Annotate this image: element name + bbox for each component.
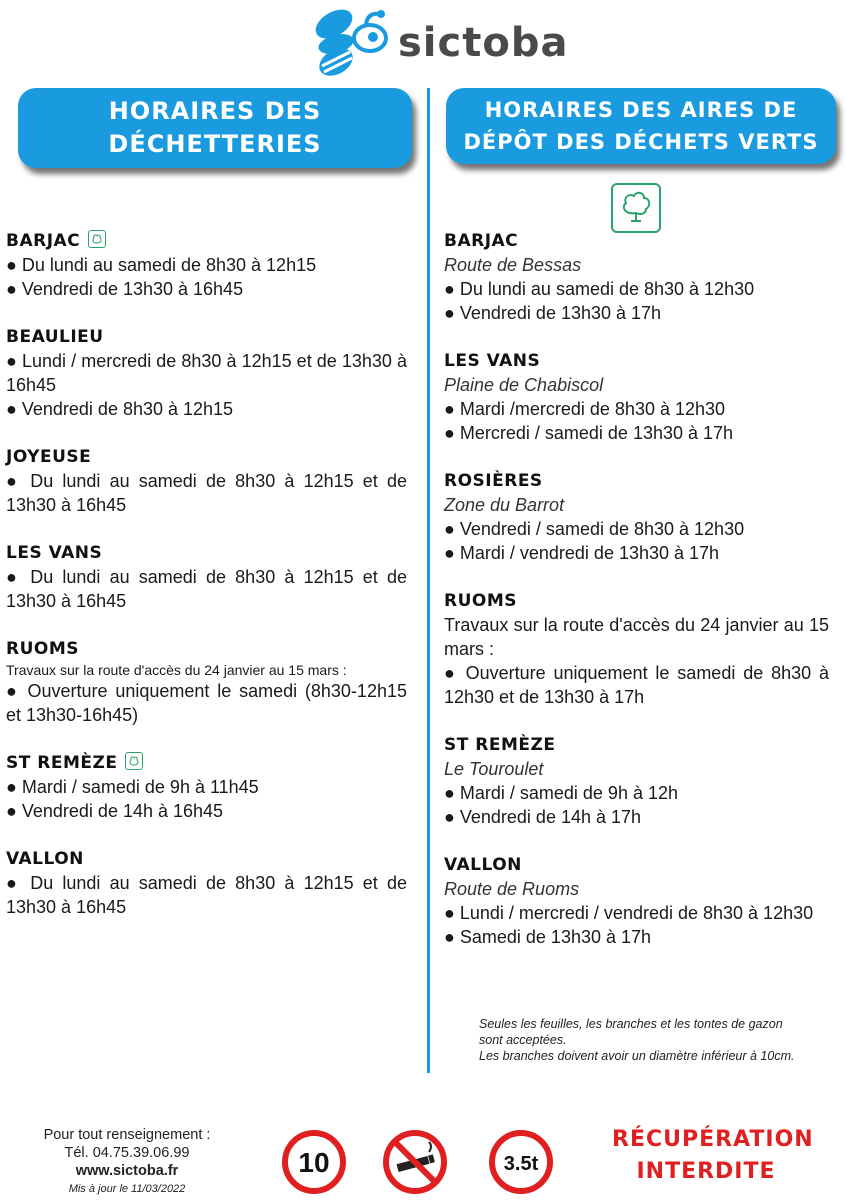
update-date: Mis à jour le 11/03/2022 [68,1183,186,1195]
brand-name: sictoba [398,20,569,66]
site-name: JOYEUSE [6,447,92,467]
schedule-line: ● Samedi de 13h30 à 17h [444,927,652,947]
aires-dechets-verts-list [444,229,829,973]
site-st-remeze [444,733,829,829]
green-waste-icon [611,183,661,233]
site-name: ST REMÈZE [444,735,556,755]
site-les-vans [444,349,829,445]
site-name: LES VANS [6,543,103,563]
site-location: Route de Ruoms [444,879,580,899]
column-divider [427,88,430,1073]
speed-limit-value: 10 [298,1147,330,1178]
schedule-line: ● Lundi / mercredi de 8h30 à 12h15 et de 13h30 à 16h45 [6,351,407,395]
site-location: Route de Bessas [444,255,582,275]
site-name: BEAULIEU [6,327,104,347]
note-line: Seules les feuilles, les branches et les tontes de gazon sont acceptées. [479,1017,783,1047]
schedule-line: ● Vendredi de 14h à 16h45 [6,801,224,821]
green-waste-icon [125,752,143,770]
works-note: Travaux sur la route d'accès du 24 janvier au 15 mars : [444,615,829,659]
website-link[interactable]: www.sictoba.fr [75,1163,179,1179]
weight-limit-sign [489,1130,553,1194]
site-rosieres [444,469,829,565]
site-ruoms [444,589,829,709]
banner-left-line1: HORAIRES DES [108,97,322,125]
schedule-line: ● Vendredi de 14h à 17h [444,807,642,827]
schedule-line: ● Mardi / vendredi de 13h30 à 17h [444,543,720,563]
site-name: BARJAC [6,231,81,251]
schedule-line: ● Mardi / samedi de 9h à 11h45 [6,777,259,797]
site-name: ST REMÈZE [6,753,118,773]
banner-dechets-verts [446,88,836,164]
site-name: LES VANS [444,351,541,371]
site-barjac [6,229,407,301]
site-barjac [444,229,829,325]
contact-phone: Tél. 04.75.39.06.99 [64,1145,190,1161]
works-note: Travaux sur la route d'accès du 24 janvier au 15 mars : [6,662,347,678]
schedule-line: ● Du lundi au samedi de 8h30 à 12h15 et de 13h30 à 16h45 [6,471,407,515]
schedule-line: ● Lundi / mercredi / vendredi de 8h30 à 12h30 [444,903,814,923]
site-vallon [444,853,829,949]
schedule-line: ● Vendredi / samedi de 8h30 à 12h30 [444,519,745,539]
site-name: ROSIÈRES [444,471,543,491]
schedule-line: ● Vendredi de 13h30 à 16h45 [6,279,244,299]
site-location: Zone du Barrot [444,495,565,515]
site-joyeuse [6,445,407,517]
dechetteries-list [6,229,407,943]
schedule-line: ● Vendredi de 8h30 à 12h15 [6,399,234,419]
warning-line2: INTERDITE [636,1159,776,1184]
banner-dechetteries [18,88,412,168]
schedule-line: ● Ouverture uniquement le samedi de 8h30 à 12h30 et de 13h30 à 17h [444,663,829,707]
speed-limit-sign [282,1130,346,1194]
schedule-line: ● Mardi / samedi de 9h à 12h [444,783,678,803]
warning-line1: RÉCUPÉRATION [612,1127,814,1152]
banner-right-line1: HORAIRES DES AIRES DE [484,98,798,122]
no-smoking-icon [383,1130,447,1194]
site-st-remeze [6,751,407,823]
schedule-line: ● Mardi /mercredi de 8h30 à 12h30 [444,399,726,419]
banner-right-line2: DÉPÔT DES DÉCHETS VERTS [463,130,819,154]
site-name: RUOMS [444,591,518,611]
schedule-line: ● Du lundi au samedi de 8h30 à 12h15 et de 13h30 à 16h45 [6,567,407,611]
schedule-line: ● Du lundi au samedi de 8h30 à 12h15 [6,255,317,275]
schedule-line: ● Ouverture uniquement le samedi (8h30-12h15 et 13h30-16h45) [6,681,407,725]
banner-left-line2: DÉCHETTERIES [108,130,322,158]
bee-icon [308,4,392,80]
site-location: Plaine de Chabiscol [444,375,604,395]
schedule-line: ● Du lundi au samedi de 8h30 à 12h15 et de 13h30 à 16h45 [6,873,407,917]
site-name: VALLON [444,855,522,875]
site-les-vans [6,541,407,613]
site-location: Le Touroulet [444,759,544,779]
green-waste-note [479,1016,799,1064]
site-ruoms [6,637,407,727]
contact-title: Pour tout renseignement : [43,1127,211,1143]
site-name: BARJAC [444,231,519,251]
note-line: Les branches doivent avoir un diamètre inférieur à 10cm. [479,1049,795,1063]
weight-limit-value: 3.5t [503,1153,539,1175]
schedule-line: ● Du lundi au samedi de 8h30 à 12h30 [444,279,755,299]
site-beaulieu [6,325,407,421]
sictoba-logo [308,4,569,80]
schedule-line: ● Mercredi / samedi de 13h30 à 17h [444,423,734,443]
site-vallon [6,847,407,919]
contact-info [20,1126,234,1198]
schedule-line: ● Vendredi de 13h30 à 17h [444,303,662,323]
site-name: RUOMS [6,639,80,659]
recuperation-interdite [612,1124,814,1188]
green-waste-icon [88,230,106,248]
site-name: VALLON [6,849,84,869]
